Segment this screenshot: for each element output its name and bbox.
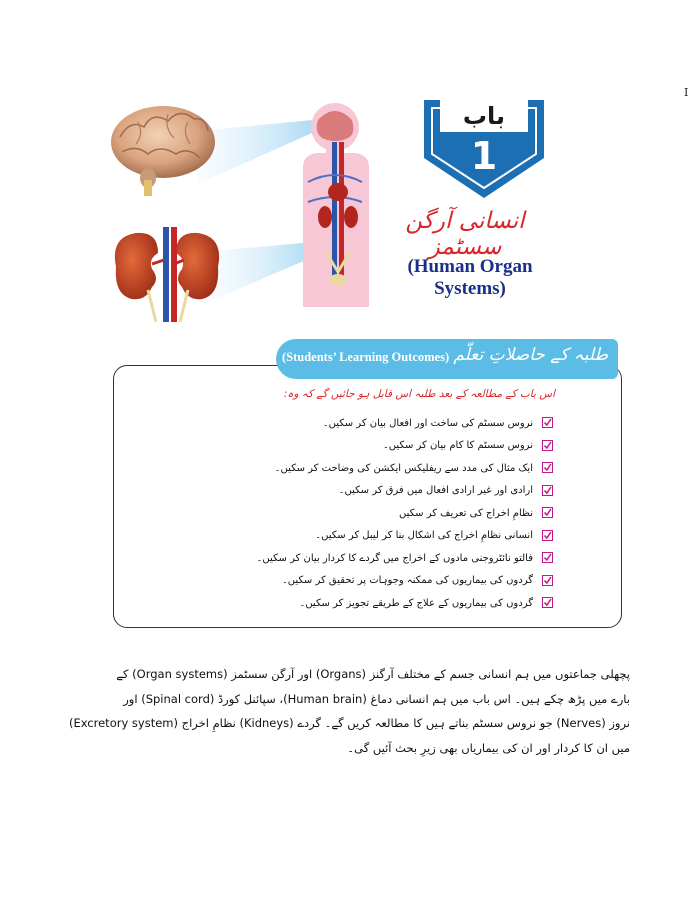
page-marker: I [684,86,689,99]
checkbox-icon [542,462,553,473]
outcome-text: گردوں کی بیماریوں کی ممکنہ وجوہات پر تحقیق کر سکیں۔ [281,575,533,587]
paragraph-line: میں ان کا کردار اور ان کی بیماریاں بھی زیرِ بحث آئیں گی۔ [347,740,630,755]
checkbox-icon [542,507,553,518]
outcome-text: انسانی نظامِ اخراج کی اشکال بنا کر لیبل کر سکیں۔ [315,530,533,542]
checkbox-icon [542,417,553,428]
human-figure-image [303,103,369,307]
paragraph-line: نروز (Nerves) جو نروس سسٹم بناتے ہیں کا مطالعہ کریں گے۔ گردے (Kidneys) نظامِ اخراج (Excretory system) [68,716,630,730]
chapter-number: 1 [470,134,498,178]
outcome-text: گردوں کی بیماریوں کے علاج کے طریقے تجویز کر سکیں۔ [299,597,533,609]
list-item [270,457,555,480]
paragraph-line: پچھلی جماعتوں میں ہم انسانی جسم کے مختلف آرگنز (Organs) اور آرگن سسٹمز (Organ systems) کے [116,667,630,681]
outcome-text: نروس سسٹم کا کام بیان کر سکیں۔ [382,440,533,452]
english-title-line2: Systems) [434,278,506,299]
chapter-badge [420,100,548,198]
outcome-text: فالتو نائٹروجنی مادوں کے اخراج میں گردے کا کردار بیان کر سکیں۔ [256,552,533,564]
checkbox-icon [542,440,553,451]
learning-outcomes-heading [276,339,618,379]
kidney-beam [203,242,320,302]
list-item [270,525,555,548]
checkbox-icon [542,575,553,586]
list-item [270,480,555,503]
list-item [270,412,555,435]
checkbox-icon [542,552,553,563]
chapter-title-english [390,256,550,300]
english-title-line1: (Human Organ [407,256,533,277]
checkbox-icon [542,485,553,496]
list-item [256,547,555,570]
checkbox-icon [542,530,553,541]
outcomes-intro: اس باب کے مطالعہ کے بعد طلبہ اس قابل ہو جائیں گے کہ وہ: [283,388,555,400]
checkbox-icon [542,597,553,608]
list-item [270,570,555,593]
outcome-text: ایک مثال کی مدد سے ریفلیکس ایکشن کی وضاحت کر سکیں۔ [274,462,533,474]
human-organs-illustration [108,92,408,322]
outcomes-list [256,412,555,615]
kidneys-image [115,227,219,322]
outcomes-heading-english: (Students’ Learning Outcomes) [282,350,450,364]
outcomes-heading-urdu: طلبہ کے حاصلاتِ تعلّم [453,345,608,365]
chapter-label: باب [462,102,506,130]
chapter-title-urdu: انسانی آرگن سسٹمز [405,208,525,260]
list-item [270,502,555,525]
list-item [270,435,555,458]
outcome-text: نظامِ اخراج کی تعریف کر سکیں [399,507,533,519]
outcome-text: ارادی اور غیر ارادی افعال میں فرق کر سکیں۔ [338,485,533,497]
list-item [270,592,555,615]
paragraph-line: بارے میں پڑھ چکے ہیں۔ اس باب میں ہم انسانی دماغ (Human brain)، سپائنل کورڈ (Spinal cord) اور [123,691,630,706]
outcome-text: نروس سسٹم کی ساخت اور افعال بیان کر سکیں۔ [322,417,533,429]
intro-paragraph [68,662,630,760]
